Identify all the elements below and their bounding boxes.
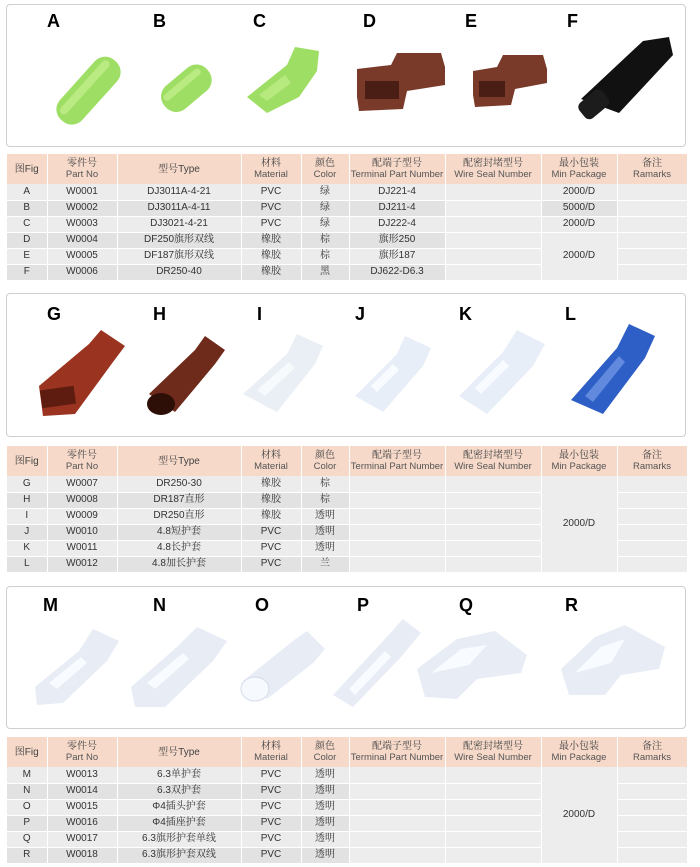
header-type: 型号Type (117, 446, 241, 476)
figure-letter: L (565, 304, 576, 324)
product-image-r (555, 617, 675, 703)
table-header-row (7, 154, 687, 184)
header-material: 材料 Material (241, 154, 301, 184)
cell-color: 黑 (301, 264, 349, 280)
cell-min-package: 2000/D (541, 216, 617, 232)
cell-fig: K (7, 540, 47, 556)
cell-part-no: W0018 (47, 847, 117, 863)
cell-material: PVC (241, 556, 301, 572)
cell-material: PVC (241, 540, 301, 556)
cell-material: 橡胶 (241, 476, 301, 492)
cell-terminal (349, 492, 445, 508)
header-part-no: 零件号 Part No (47, 446, 117, 476)
cell-fig: G (7, 476, 47, 492)
cell-terminal (349, 476, 445, 492)
cell-min-package: 2000/D (541, 232, 617, 280)
figure-letter: N (153, 595, 166, 615)
figure-letter: K (459, 304, 472, 324)
cell-color: 绿 (301, 216, 349, 232)
figure-letter: J (355, 304, 366, 324)
product-image-o (233, 617, 333, 713)
header-terminal: 配端子型号 Terminal Part Number (349, 446, 445, 476)
table-header-row (7, 446, 687, 476)
product-image-k (451, 322, 555, 422)
cell-wire-seal (445, 540, 541, 556)
cell-terminal (349, 847, 445, 863)
cell-part-no: W0005 (47, 248, 117, 264)
header-material: 材料 Material (241, 446, 301, 476)
cell-remarks (617, 232, 687, 248)
cell-fig: M (7, 767, 47, 783)
header-terminal: 配端子型号 Terminal Part Number (349, 154, 445, 184)
cell-type: 6.3单护套 (117, 767, 241, 783)
cell-color: 绿 (301, 184, 349, 200)
product-image-f (573, 29, 683, 121)
cell-wire-seal (445, 831, 541, 847)
product-image-q (411, 623, 535, 707)
product-image-g (31, 324, 131, 424)
cell-type: DR250-30 (117, 476, 241, 492)
cell-wire-seal (445, 508, 541, 524)
figure-letter: C (253, 11, 266, 31)
figure-letter: M (43, 595, 58, 615)
cell-remarks (617, 815, 687, 831)
cell-type: DR250-40 (117, 264, 241, 280)
cell-color: 绿 (301, 200, 349, 216)
cell-part-no: W0001 (47, 184, 117, 200)
cell-part-no: W0017 (47, 831, 117, 847)
cell-remarks (617, 248, 687, 264)
cell-part-no: W0004 (47, 232, 117, 248)
header-part-no: 零件号 Part No (47, 154, 117, 184)
cell-terminal: DJ211-4 (349, 200, 445, 216)
cell-color: 透明 (301, 815, 349, 831)
header-min-package: 最小包装 Min Package (541, 446, 617, 476)
product-image-b (147, 49, 227, 129)
header-wire-seal: 配密封堵型号 Wire Seal Number (445, 446, 541, 476)
cell-type: DF250旗形双线 (117, 232, 241, 248)
cell-part-no: W0007 (47, 476, 117, 492)
product-image-c (237, 35, 337, 125)
cell-material: PVC (241, 783, 301, 799)
cell-terminal (349, 783, 445, 799)
product-image-i (237, 324, 337, 420)
table-row (7, 184, 687, 200)
cell-wire-seal (445, 184, 541, 200)
cell-type: DR187直形 (117, 492, 241, 508)
cell-terminal: DJ221-4 (349, 184, 445, 200)
header-min-package: 最小包装 Min Package (541, 737, 617, 767)
cell-material: PVC (241, 216, 301, 232)
cell-wire-seal (445, 767, 541, 783)
cell-remarks (617, 556, 687, 572)
table-header-row (7, 737, 687, 767)
spec-table-1 (7, 154, 688, 281)
cell-type: Φ4插座护套 (117, 815, 241, 831)
cell-min-package: 2000/D (541, 476, 617, 572)
cell-min-package: 2000/D (541, 184, 617, 200)
cell-remarks (617, 492, 687, 508)
product-image-m (27, 617, 131, 713)
cell-color: 棕 (301, 248, 349, 264)
cell-fig: B (7, 200, 47, 216)
cell-wire-seal (445, 556, 541, 572)
product-photo-panel-3 (6, 586, 686, 729)
header-fig: 图Fig (7, 737, 47, 767)
cell-fig: Q (7, 831, 47, 847)
cell-part-no: W0009 (47, 508, 117, 524)
cell-part-no: W0008 (47, 492, 117, 508)
header-fig: 图Fig (7, 446, 47, 476)
table-row (7, 200, 687, 216)
cell-fig: H (7, 492, 47, 508)
cell-wire-seal (445, 248, 541, 264)
cell-fig: E (7, 248, 47, 264)
cell-material: PVC (241, 815, 301, 831)
product-photo-panel-1 (6, 4, 686, 147)
header-fig: 图Fig (7, 154, 47, 184)
product-image-h (139, 328, 229, 422)
cell-color: 棕 (301, 492, 349, 508)
header-type: 型号Type (117, 737, 241, 767)
table-row (7, 767, 687, 783)
cell-material: PVC (241, 799, 301, 815)
cell-remarks (617, 184, 687, 200)
cell-material: 橡胶 (241, 508, 301, 524)
cell-remarks (617, 476, 687, 492)
cell-color: 兰 (301, 556, 349, 572)
cell-wire-seal (445, 216, 541, 232)
cell-fig: J (7, 524, 47, 540)
header-color: 颜色 Color (301, 154, 349, 184)
cell-color: 透明 (301, 783, 349, 799)
cell-material: PVC (241, 767, 301, 783)
figure-letter: P (357, 595, 370, 615)
product-image-d (351, 47, 451, 117)
cell-material: 橡胶 (241, 248, 301, 264)
cell-remarks (617, 524, 687, 540)
header-remarks: 备注 Ramarks (617, 446, 687, 476)
cell-wire-seal (445, 799, 541, 815)
cell-color: 透明 (301, 524, 349, 540)
cell-remarks (617, 540, 687, 556)
cell-material: PVC (241, 200, 301, 216)
cell-material: 橡胶 (241, 232, 301, 248)
cell-terminal (349, 767, 445, 783)
cell-wire-seal (445, 200, 541, 216)
cell-terminal (349, 508, 445, 524)
header-wire-seal: 配密封堵型号 Wire Seal Number (445, 154, 541, 184)
cell-fig: A (7, 184, 47, 200)
table-row (7, 476, 687, 492)
product-image-a (35, 37, 145, 137)
cell-part-no: W0013 (47, 767, 117, 783)
cell-type: 6.3双护套 (117, 783, 241, 799)
cell-remarks (617, 264, 687, 280)
cell-type: 6.3旗形护套双线 (117, 847, 241, 863)
figure-letter: D (363, 11, 376, 31)
cell-type: DJ3011A-4-11 (117, 200, 241, 216)
cell-wire-seal (445, 232, 541, 248)
cell-part-no: W0006 (47, 264, 117, 280)
cell-color: 棕 (301, 476, 349, 492)
figure-letter: A (47, 11, 60, 31)
cell-wire-seal (445, 815, 541, 831)
cell-remarks (617, 508, 687, 524)
cell-fig: I (7, 508, 47, 524)
cell-color: 透明 (301, 767, 349, 783)
product-photo-panel-2 (6, 293, 686, 437)
header-color: 颜色 Color (301, 446, 349, 476)
cell-terminal (349, 831, 445, 847)
product-image-l (563, 316, 663, 420)
product-image-e (467, 49, 557, 113)
table-row (7, 232, 687, 248)
cell-min-package: 2000/D (541, 767, 617, 863)
cell-type: DR250直形 (117, 508, 241, 524)
cell-wire-seal (445, 783, 541, 799)
cell-type: 4.8加长护套 (117, 556, 241, 572)
figure-letter: B (153, 11, 166, 31)
cell-type: Φ4插头护套 (117, 799, 241, 815)
cell-fig: N (7, 783, 47, 799)
cell-fig: P (7, 815, 47, 831)
cell-remarks (617, 831, 687, 847)
cell-type: 4.8短护套 (117, 524, 241, 540)
cell-terminal: 旗形187 (349, 248, 445, 264)
cell-remarks (617, 799, 687, 815)
cell-color: 棕 (301, 232, 349, 248)
figure-letter: G (47, 304, 62, 324)
cell-type: 6.3旗形护套单线 (117, 831, 241, 847)
header-type: 型号Type (117, 154, 241, 184)
cell-part-no: W0016 (47, 815, 117, 831)
cell-terminal (349, 815, 445, 831)
cell-remarks (617, 200, 687, 216)
cell-material: PVC (241, 831, 301, 847)
figure-letter: H (153, 304, 166, 324)
header-min-package: 最小包装 Min Package (541, 154, 617, 184)
cell-color: 透明 (301, 540, 349, 556)
header-color: 颜色 Color (301, 737, 349, 767)
cell-fig: C (7, 216, 47, 232)
cell-wire-seal (445, 264, 541, 280)
cell-terminal: DJ622-D6.3 (349, 264, 445, 280)
cell-fig: D (7, 232, 47, 248)
figure-letter: Q (459, 595, 474, 615)
cell-terminal (349, 540, 445, 556)
cell-terminal (349, 524, 445, 540)
cell-color: 透明 (301, 847, 349, 863)
spec-table-2 (7, 446, 688, 573)
cell-fig: R (7, 847, 47, 863)
cell-remarks (617, 783, 687, 799)
cell-part-no: W0003 (47, 216, 117, 232)
cell-part-no: W0014 (47, 783, 117, 799)
cell-min-package: 5000/D (541, 200, 617, 216)
cell-terminal: 旗形250 (349, 232, 445, 248)
figure-letter: F (567, 11, 578, 31)
cell-type: DJ3021-4-21 (117, 216, 241, 232)
table-row (7, 216, 687, 232)
figure-letter: R (565, 595, 578, 615)
header-wire-seal: 配密封堵型号 Wire Seal Number (445, 737, 541, 767)
product-image-n (125, 617, 235, 713)
header-terminal: 配端子型号 Terminal Part Number (349, 737, 445, 767)
cell-remarks (617, 216, 687, 232)
cell-part-no: W0015 (47, 799, 117, 815)
spec-table-3 (7, 737, 688, 864)
cell-fig: L (7, 556, 47, 572)
product-image-j (347, 324, 447, 420)
cell-remarks (617, 767, 687, 783)
cell-type: DJ3011A-4-21 (117, 184, 241, 200)
cell-material: 橡胶 (241, 492, 301, 508)
header-material: 材料 Material (241, 737, 301, 767)
cell-wire-seal (445, 476, 541, 492)
cell-wire-seal (445, 847, 541, 863)
cell-type: 4.8长护套 (117, 540, 241, 556)
cell-terminal (349, 799, 445, 815)
header-remarks: 备注 Ramarks (617, 737, 687, 767)
cell-remarks (617, 847, 687, 863)
cell-wire-seal (445, 524, 541, 540)
cell-part-no: W0002 (47, 200, 117, 216)
cell-color: 透明 (301, 831, 349, 847)
cell-material: PVC (241, 524, 301, 540)
cell-material: PVC (241, 184, 301, 200)
header-remarks: 备注 Ramarks (617, 154, 687, 184)
figure-letter: I (257, 304, 263, 324)
cell-color: 透明 (301, 799, 349, 815)
cell-terminal (349, 556, 445, 572)
cell-terminal: DJ222-4 (349, 216, 445, 232)
cell-material: PVC (241, 847, 301, 863)
cell-fig: F (7, 264, 47, 280)
header-part-no: 零件号 Part No (47, 737, 117, 767)
cell-color: 透明 (301, 508, 349, 524)
cell-part-no: W0011 (47, 540, 117, 556)
cell-type: DF187旗形双线 (117, 248, 241, 264)
cell-material: 橡胶 (241, 264, 301, 280)
cell-fig: O (7, 799, 47, 815)
figure-letter: O (255, 595, 270, 615)
cell-wire-seal (445, 492, 541, 508)
cell-part-no: W0010 (47, 524, 117, 540)
figure-letter: E (465, 11, 478, 31)
cell-part-no: W0012 (47, 556, 117, 572)
